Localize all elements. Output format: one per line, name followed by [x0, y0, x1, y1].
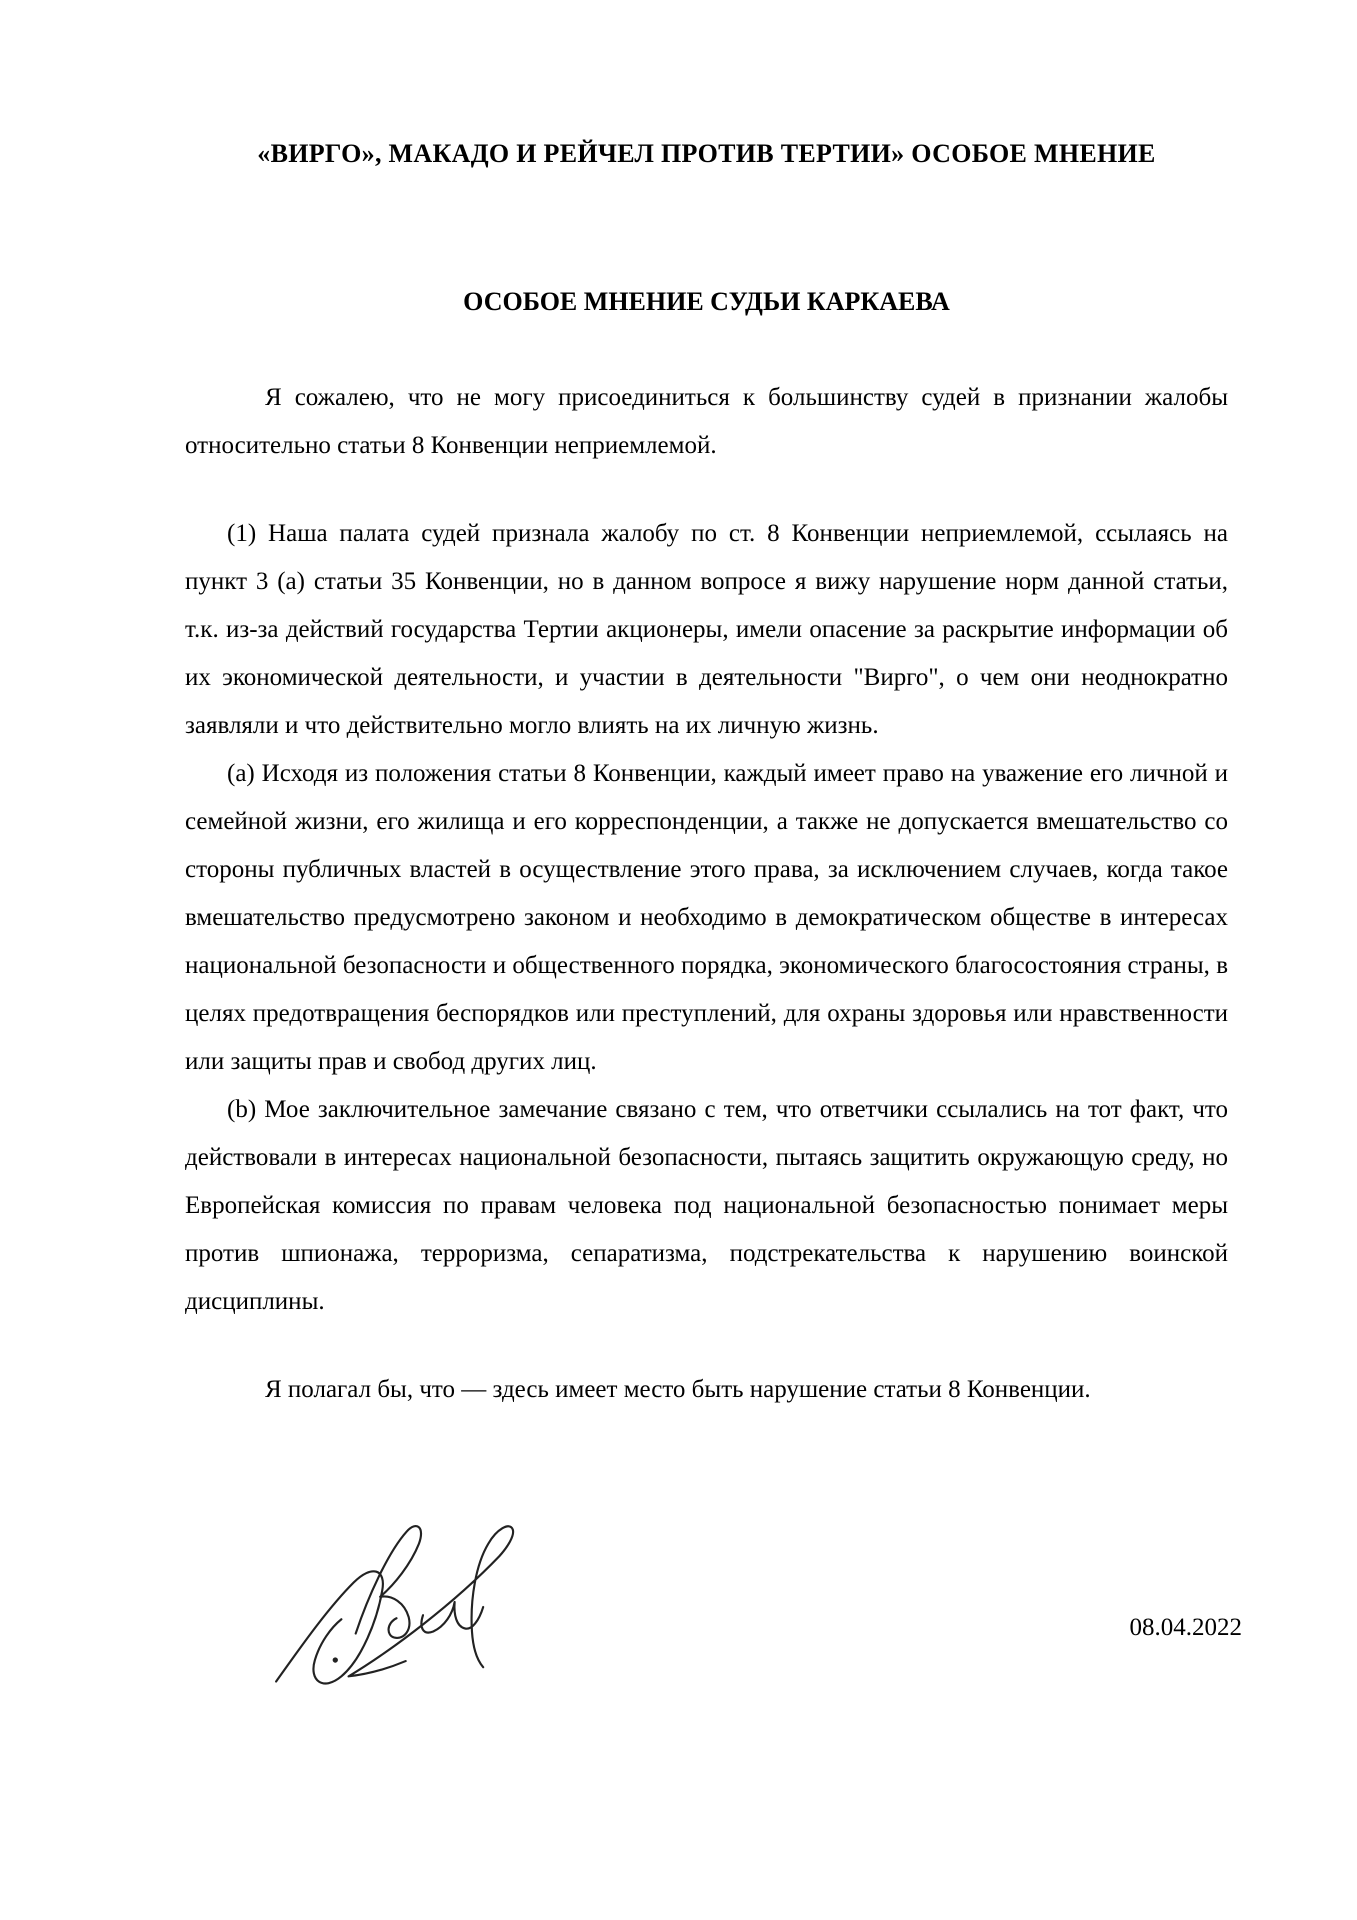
- paragraph-conclusion: Я полагал бы, что — здесь имеет место быть нарушение статьи 8 Конвенции.: [265, 1376, 1091, 1403]
- paragraph-a: (а) Исходя из положения статьи 8 Конвенции, каждый имеет право на уважение его личной и семейной жизни, его жилища и его корреспонденции, а также не допускается вмешательство со стороны публичных властей в осуществление этого права, за исключением случаев, когда такое вмешательство предусмотрено законом и необходимо в демократическом обществе в интересах национальной безопасности и общественного порядка, экономического благосостояния страны, в целях предотвращения беспорядков или преступлений, для охраны здоровья или нравственности или защиты прав и свобод других лиц.: [185, 760, 1228, 1075]
- document-date: 08.04.2022: [1129, 1614, 1242, 1641]
- document-title: «ВИРГО», МАКАДО И РЕЙЧЕЛ ПРОТИВ ТЕРТИИ» ОСОБОЕ МНЕНИЕ: [257, 139, 1156, 168]
- opinion-heading: ОСОБОЕ МНЕНИЕ СУДЬИ КАРКАЕВА: [463, 287, 950, 316]
- paragraph-1: (1) Наша палата судей признала жалобу по ст. 8 Конвенции неприемлемой, ссылаясь на пункт 3 (а) статьи 35 Конвенции, но в данном вопросе я вижу нарушение норм данной статьи, т.к. из-за действий государства Тертии акционеры, имели опасение за раскрытие информации об их экономической деятельности, и участии в деятельности "Вирго", о чем они неоднократно заявляли и что действительно могло влиять на их личную жизнь.: [185, 520, 1228, 739]
- paragraph-b: (b) Мое заключительное замечание связано с тем, что ответчики ссылались на тот факт, что действовали в интересах национальной безопасности, пытаясь защитить окружающую среду, но Европейская комиссия по правам человека под национальной безопасностью понимает меры против шпионажа, терроризма, сепаратизма, подстрекательства к нарушению воинской дисциплины.: [185, 1096, 1228, 1315]
- signature-block: [185, 1502, 1242, 1757]
- paragraph-intro: Я сожалею, что не могу присоединиться к большинству судей в признании жалобы относительно статьи 8 Конвенции неприемлемой.: [185, 384, 1228, 459]
- handwritten-signature-icon: [270, 1514, 525, 1699]
